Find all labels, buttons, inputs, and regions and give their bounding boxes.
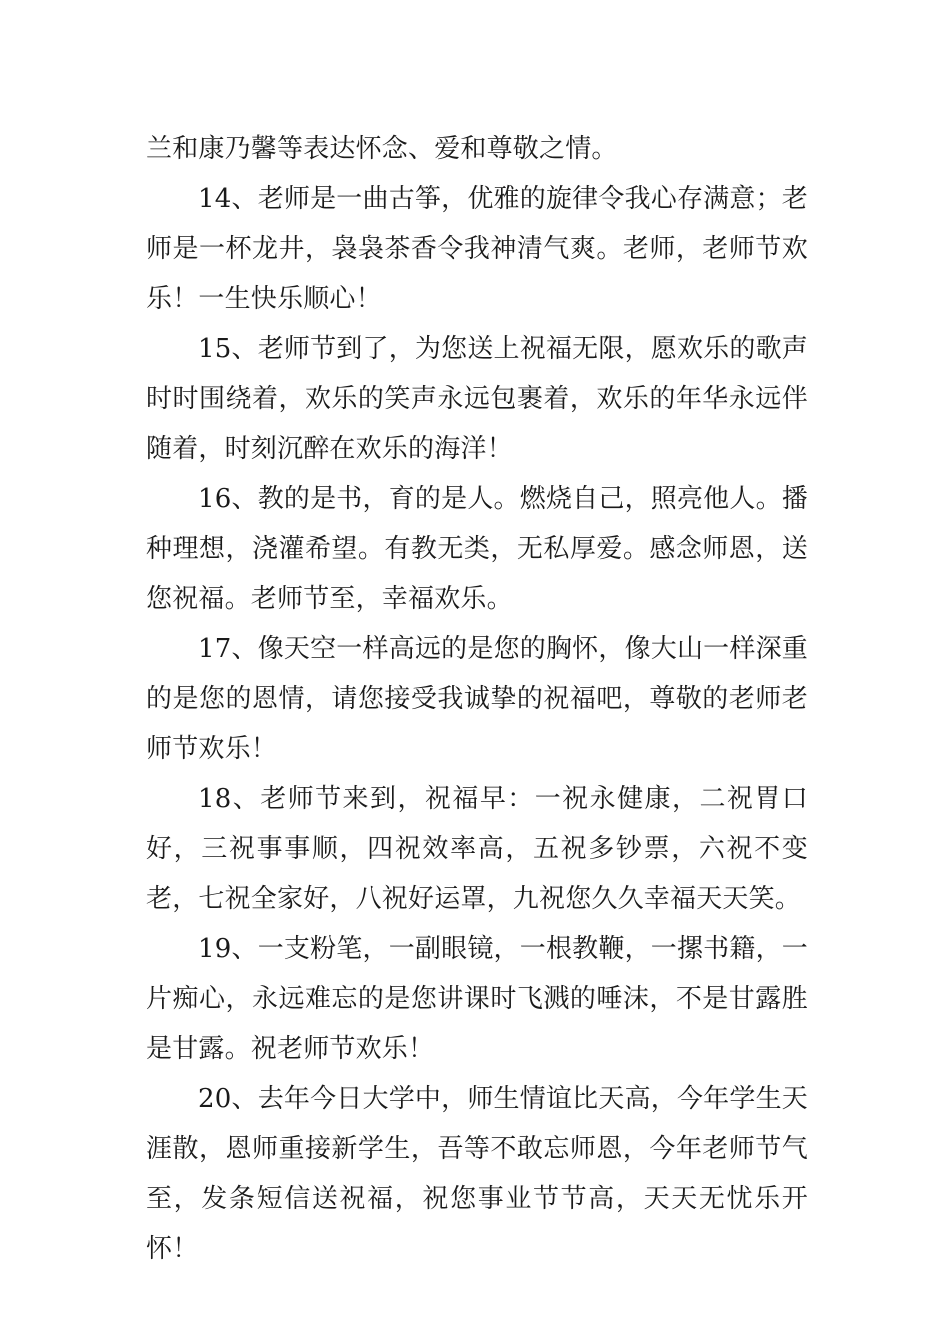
paragraph-continuation: 兰和康乃馨等表达怀念、爱和尊敬之情。 xyxy=(146,134,618,164)
paragraph-17: 17、像天空一样高远的是您的胸怀，像大山一样深重的是您的恩情，请您接受我诚挚的祝福吧，尊敬的老师老师节欢乐！ xyxy=(146,634,808,764)
paragraph-14: 14、老师是一曲古筝，优雅的旋律令我心存满意；老师是一杯龙井，袅袅茶香令我神清气爽。老师，老师节欢乐！一生快乐顺心！ xyxy=(146,184,808,314)
paragraph-16: 16、教的是书，育的是人。燃烧自己，照亮他人。播种理想，浇灌希望。有教无类，无私厚爱。感念师恩，送您祝福。老师节至，幸福欢乐。 xyxy=(146,484,808,614)
paragraph-19: 19、一支粉笔，一副眼镜，一根教鞭，一摞书籍，一片痴心，永远难忘的是您讲课时飞溅的唾沫，不是甘露胜是甘露。祝老师节欢乐！ xyxy=(146,934,808,1064)
paragraph-15: 15、老师节到了，为您送上祝福无限，愿欢乐的歌声时时围绕着，欢乐的笑声永远包裹着，欢乐的年华永远伴随着，时刻沉醉在欢乐的海洋！ xyxy=(146,334,808,464)
document-body xyxy=(146,124,808,1274)
paragraph-20: 20、去年今日大学中，师生情谊比天高，今年学生天涯散，恩师重接新学生，吾等不敢忘师恩，今年老师节气至，发条短信送祝福，祝您事业节节高，天天无忧乐开怀！ xyxy=(146,1084,808,1264)
paragraph-18: 18、老师节来到，祝福早：一祝永健康，二祝胃口好，三祝事事顺，四祝效率高，五祝多钞票，六祝不变老，七祝全家好，八祝好运罩，九祝您久久幸福天天笑。 xyxy=(146,784,808,914)
